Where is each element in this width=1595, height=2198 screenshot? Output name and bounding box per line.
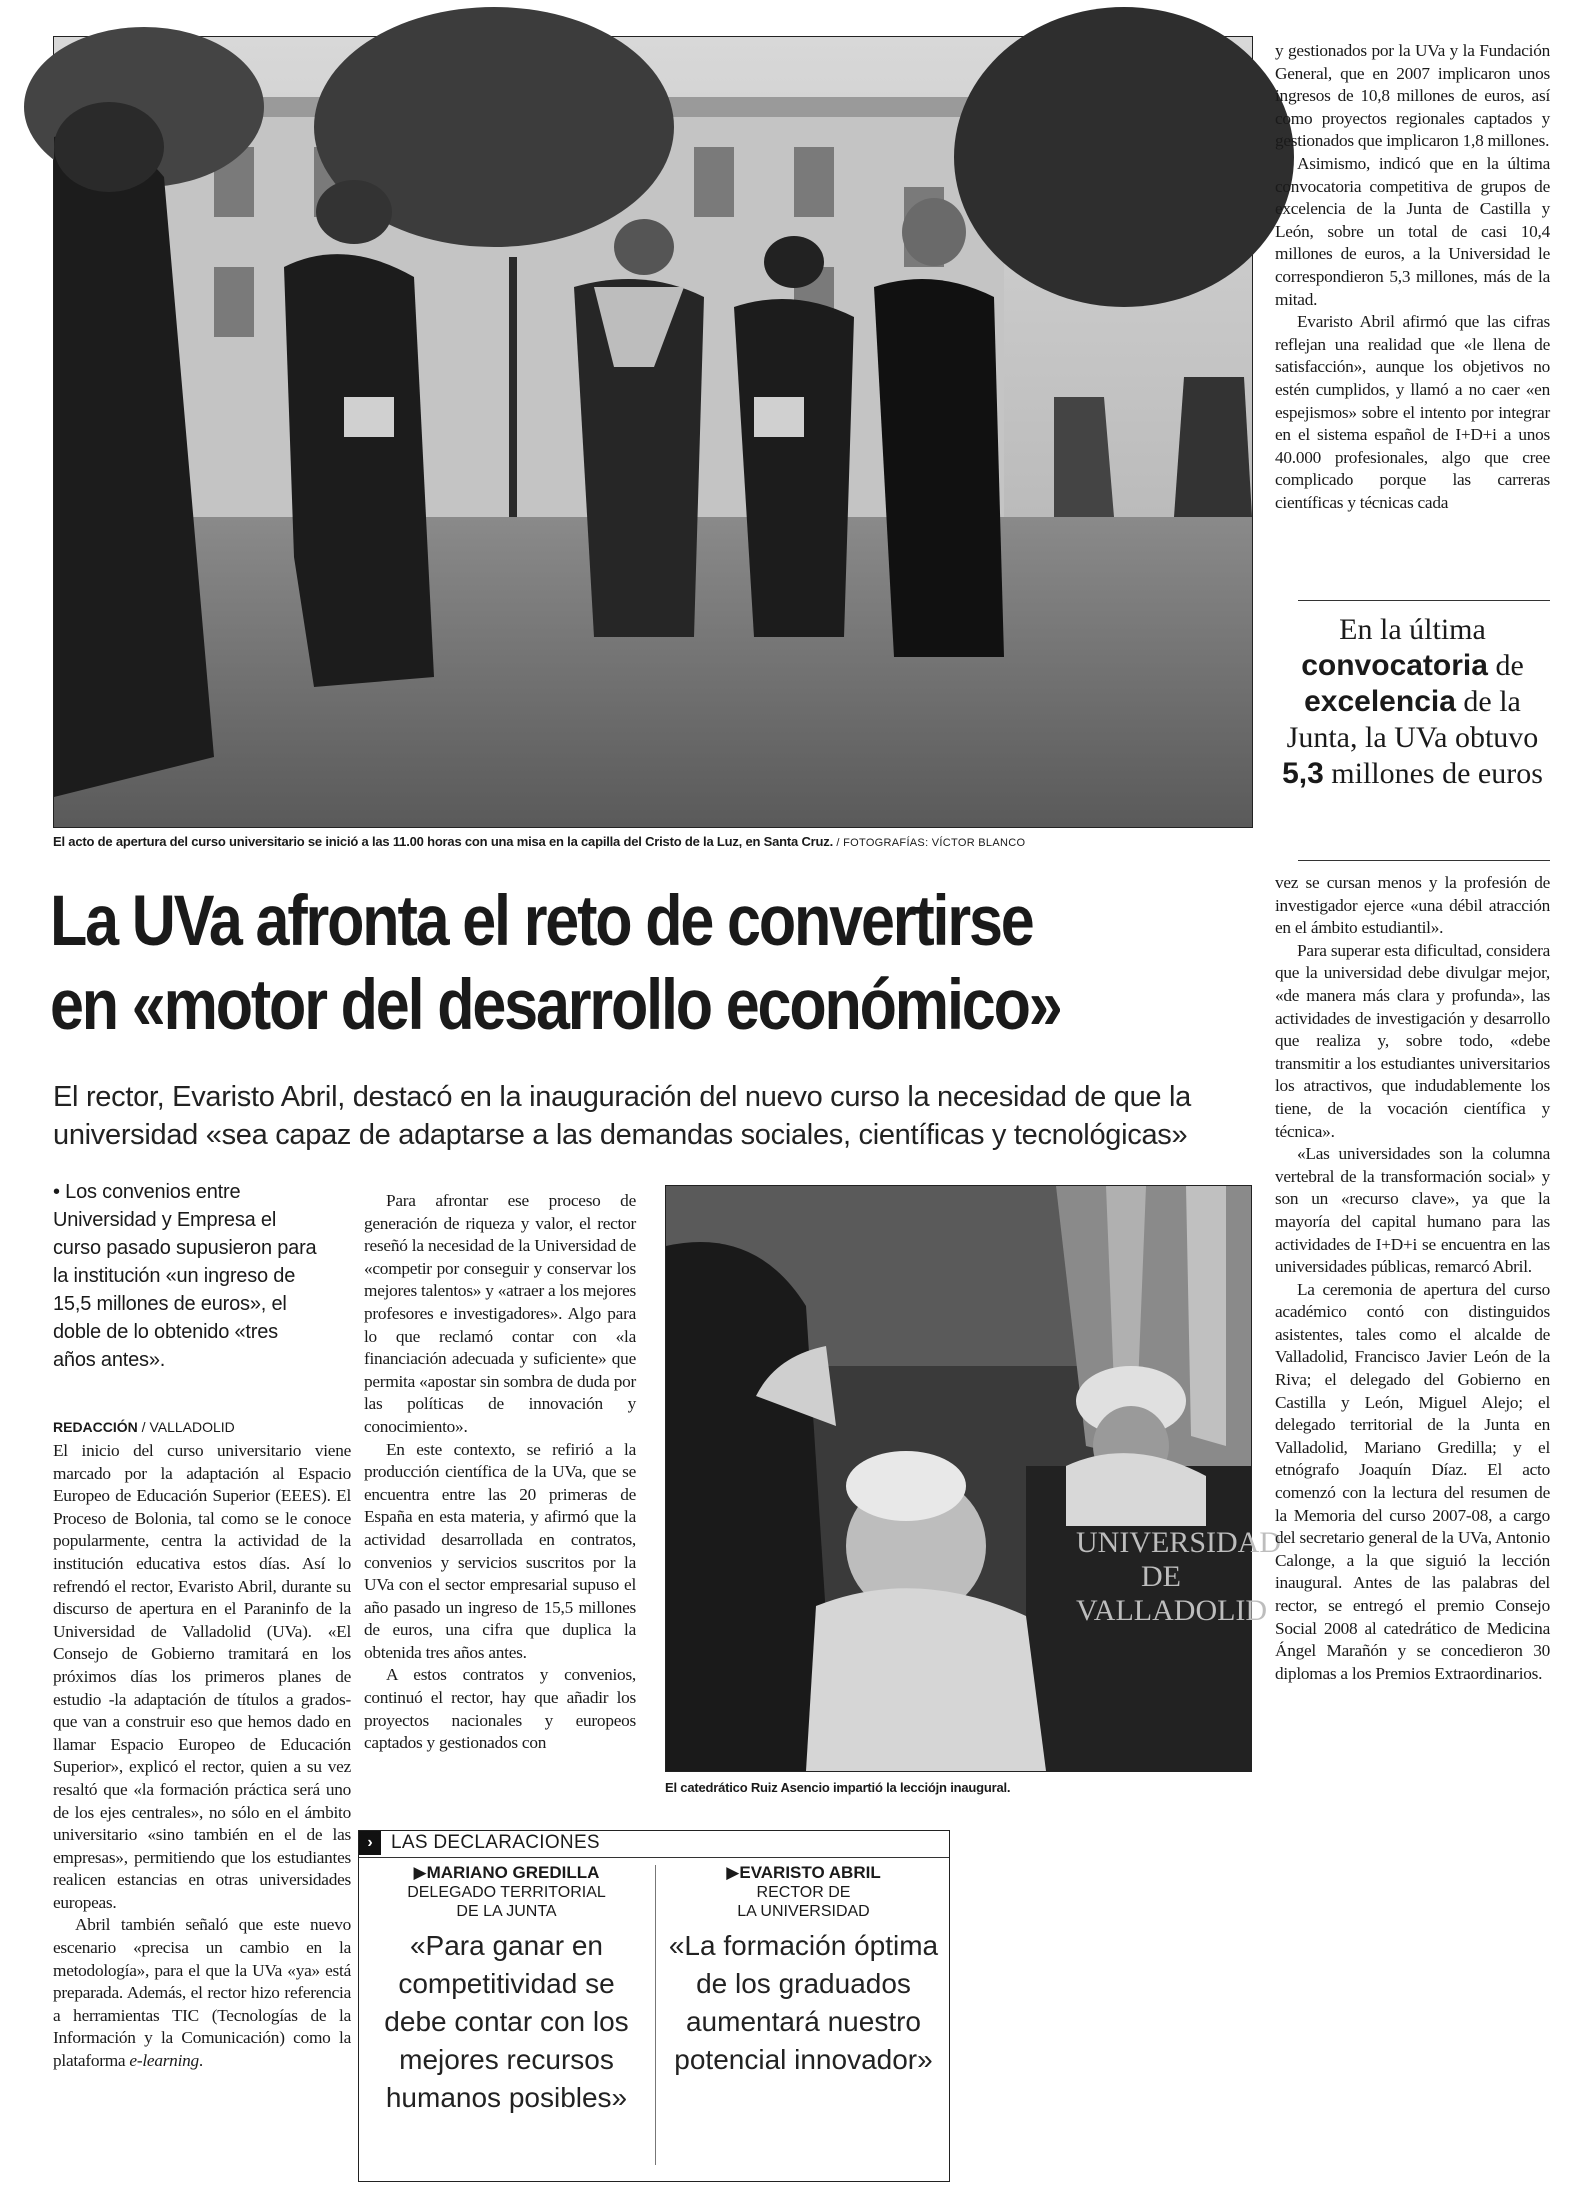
podium-sign-line-2: DE <box>1141 1560 1181 1593</box>
col1-paragraph-end: . <box>198 2051 203 2071</box>
photo-credit: / FOTOGRAFÍAS: VÍCTOR BLANCO <box>836 837 1026 849</box>
col2-paragraph-3: A estos contratos y convenios, continuó el rector, hay que añadir los proyectos nacionales y europeos captados y gestionados con <box>364 1665 636 1753</box>
right-paragraph-5: Para superar esta dificultad, considera que la universidad debe divulgar mejor, «de manera más clara y profunda», las actividades de investigación y desarrollo que realiza y, sobre todo, «debe transmitir a los estudiantes universitarios los atractivos, que indudablemente los tiene, de la vocación científica y técnica». <box>1275 940 1550 1141</box>
declarant-name: ▶EVARISTO ABRIL <box>726 1863 881 1882</box>
caption-text: El acto de apertura del curso universitario se inició a las 11.00 horas con una misa en la capilla del Cristo de la Luz, en Santa Cruz. <box>53 834 833 849</box>
col1-paragraph-2 <box>53 1914 351 2072</box>
headline <box>50 880 1271 1048</box>
right-paragraph-6: «Las universidades son la columna vertebral de la transformación social» y son un «recurso clave», ya que la mayoría del capital humano para las actividades de I+D+i se encuentra en las universidades públicas, remarcó Abril. <box>1275 1144 1550 1277</box>
declarations-box <box>358 1830 950 2182</box>
declarations-marker-icon: › <box>359 1831 381 1855</box>
pullquote-text-4: millones de euros <box>1331 757 1543 790</box>
declarant-name: ▶MARIANO GREDILLA <box>413 1863 600 1882</box>
declarations-title-rule <box>359 1857 949 1858</box>
byline-place: / VALLADOLID <box>141 1419 235 1435</box>
declarant-role-1: RECTOR DE <box>756 1884 851 1901</box>
right-paragraph-2: Asimismo, indicó que en la última convocatoria competitiva de grupos de excelencia de la Junta de Castilla y León, sobre un total de casi 10,4 millones de euros, a la Universidad le correspondieron 5,3 millones, más de la mitad. <box>1275 153 1550 309</box>
pullquote <box>1275 612 1550 792</box>
column-right-bottom <box>1275 872 1550 1685</box>
lecture-photo-caption: El catedrático Ruiz Asencio impartió la leccióјn inaugural. <box>665 1780 1011 1795</box>
right-paragraph-3: Evaristo Abril afirmó que las cifras reflejan una realidad que «le llena de satisfacción», aunque los objetivos no estén cumplidos, y llamó a no caer «en espejismos» sobre el intento por integrar en el sistema español de I+D+i a unos 40.000 profesionales, algo que cree complicado porque las carreras científicas y técnicas cada <box>1275 312 1550 512</box>
pullquote-text-3: de la Junta, la UVa obtuvo <box>1286 685 1539 754</box>
right-paragraph-7: La ceremonia de apertura del curso académico contó con distinguidos asistentes, tales como el alcalde de Valladolid, Francisco Javier León de la Riva; el delegado del Gobierno en Castilla y León, Miguel Alejo; el delegado territorial de la Junta en Valladolid, Mariano Gredilla; y el etnógrafo Joaquín Díaz. El acto comenzó con la lectura del resumen de la Memoria del curso 2007-08, a cargo del secretario general de la UVa, Antonio Calonge, a la que siguió la lección inaugural. Antes de las palabras del rector, se entregó el premio Consejo Social 2008 al catedrático de Medicina Ángel Marañón y se concedieron 30 diplomas a los Premios Extraordinarios. <box>1275 1279 1550 1683</box>
col2-paragraph-1: Para afrontar ese proceso de generación de riqueza y valor, el rector reseñó la necesidad de la Universidad de «competir por conseguir y conservar los mejores talentos» y «atraer a los mejores profesores e investigadores». Algo para lo que reclamó contar con «la financiación adecuada y suficiente» que permita «apostar sin sombra de duda por las políticas de innovación y conocimiento». <box>364 1191 636 1436</box>
pullquote-bold-3: 5,3 <box>1282 757 1324 790</box>
pullquote-bold-1: convocatoria <box>1301 649 1488 682</box>
col1-paragraph-1: El inicio del curso universitario viene marcado por la adaptación al Espacio Europeo de Educación Superior (EEES). El Proceso de Bolonia, tal como se le conoce popularmente, centra la actividad de la institución educativa estos días. Así lo refrendó el rector, Evaristo Abril, durante su discurso de apertura en el Paraninfo de la Universidad de Valladolid (UVa). «El Consejo de Gobierno tramitará en los próximos días los primeros planes de estudio -la adaptación de títulos a grados- que van a construir eso que hemos dado en llamar Espacio Europeo de Educación Superior», explicó el rector, quien a su vez resaltó que «la formación práctica será uno de los ejes centrales», no sólo en el ámbito universitario «sino también en el de las empresas», permitiendo que los estudiantes realicen estancias en otras universidades europeas. <box>53 1441 351 1912</box>
right-paragraph-1: y gestionados por la UVa y la Fundación General, que en 2007 implicaron unos ingresos de 10,8 millones de euros, así como proyectos regionales captados y gestionados que implicaron 1,8 millones. <box>1275 41 1550 151</box>
declarations-divider <box>655 1865 656 2165</box>
col1-italic-term: e-learning <box>129 2051 199 2071</box>
declarations-title: LAS DECLARACIONES <box>391 1832 600 1853</box>
column-1 <box>53 1440 351 2073</box>
pullquote-bottom-rule <box>1298 860 1550 861</box>
declaration-right <box>661 1863 946 2079</box>
col1-paragraph-2-text: Abril también señaló que este nuevo escenario «precisa un cambio en la metodología», para el que la UVa «ya» está preparada. Además, el rector hizo referencia a herramientas TIC (Tecnologías de la Información y la Comunicación) como la plataforma <box>53 1915 351 2071</box>
byline-author: REDACCIÓN <box>53 1419 138 1435</box>
subheadline: El rector, Evaristo Abril, destacó en la inauguración del nuevo curso la necesidad de que la universidad «sea capaz de adaptarse a las demandas sociales, científicas y tecnológicas» <box>53 1081 1191 1151</box>
main-photo <box>53 36 1253 828</box>
declaration-left <box>364 1863 649 2117</box>
procession-photo-graphic <box>54 37 1252 827</box>
headline-line-2: en «motor del desarrollo económico» <box>50 966 1061 1045</box>
headline-line-1: La UVa afronta el reto de convertirse <box>50 882 1033 961</box>
declaration-quote: «La formación óptima de los graduados aumentará nuestro potencial innovador» <box>668 1930 939 2075</box>
pullquote-top-rule <box>1298 600 1550 601</box>
pullquote-text-2: de <box>1495 649 1524 682</box>
lecture-photo-graphic <box>666 1186 1281 1771</box>
declarant-role-2: LA UNIVERSIDAD <box>737 1903 870 1920</box>
lecture-photo <box>665 1185 1281 1772</box>
pullquote-bold-2: excelencia <box>1304 685 1456 718</box>
pullquote-text-1: En la última <box>1339 613 1486 646</box>
podium-sign-line-3: VALLADOLID <box>1076 1594 1268 1627</box>
podium-sign-line-1: UNIVERSIDAD <box>1076 1526 1281 1559</box>
byline <box>53 1419 235 1435</box>
declaration-quote: «Para ganar en competitividad se debe contar con los mejores recursos humanos posibles» <box>384 1930 629 2113</box>
declarant-role-2: DE LA JUNTA <box>456 1903 557 1920</box>
column-right-top <box>1275 40 1550 514</box>
main-photo-caption <box>53 834 1253 849</box>
right-paragraph-4: vez se cursan menos y la profesión de investigador ejerce «una débil atracción en el ámbito estudiantil». <box>1275 873 1550 938</box>
declarant-role-1: DELEGADO TERRITORIAL <box>407 1884 606 1901</box>
column-2 <box>364 1190 636 1755</box>
podium-sign <box>1076 1526 1281 1628</box>
col2-paragraph-2: En este contexto, se refirió a la producción científica de la UVa, que se encuentra entre las 20 primeras de España en esta materia, y afirmó que la actividad desarrollada en contratos, convenios y servicios suscritos por la UVa con el sector empresarial supuso el año pasado un ingreso de 15,5 millones de euros, una cifra que duplica la obtenida tres años antes. <box>364 1439 636 1662</box>
summary-box: • Los convenios entre Universidad y Empresa el curso pasado supusieron para la institución «un ingreso de 15,5 millones de euros», el doble de lo obtenido «tres años antes». <box>53 1181 317 1371</box>
